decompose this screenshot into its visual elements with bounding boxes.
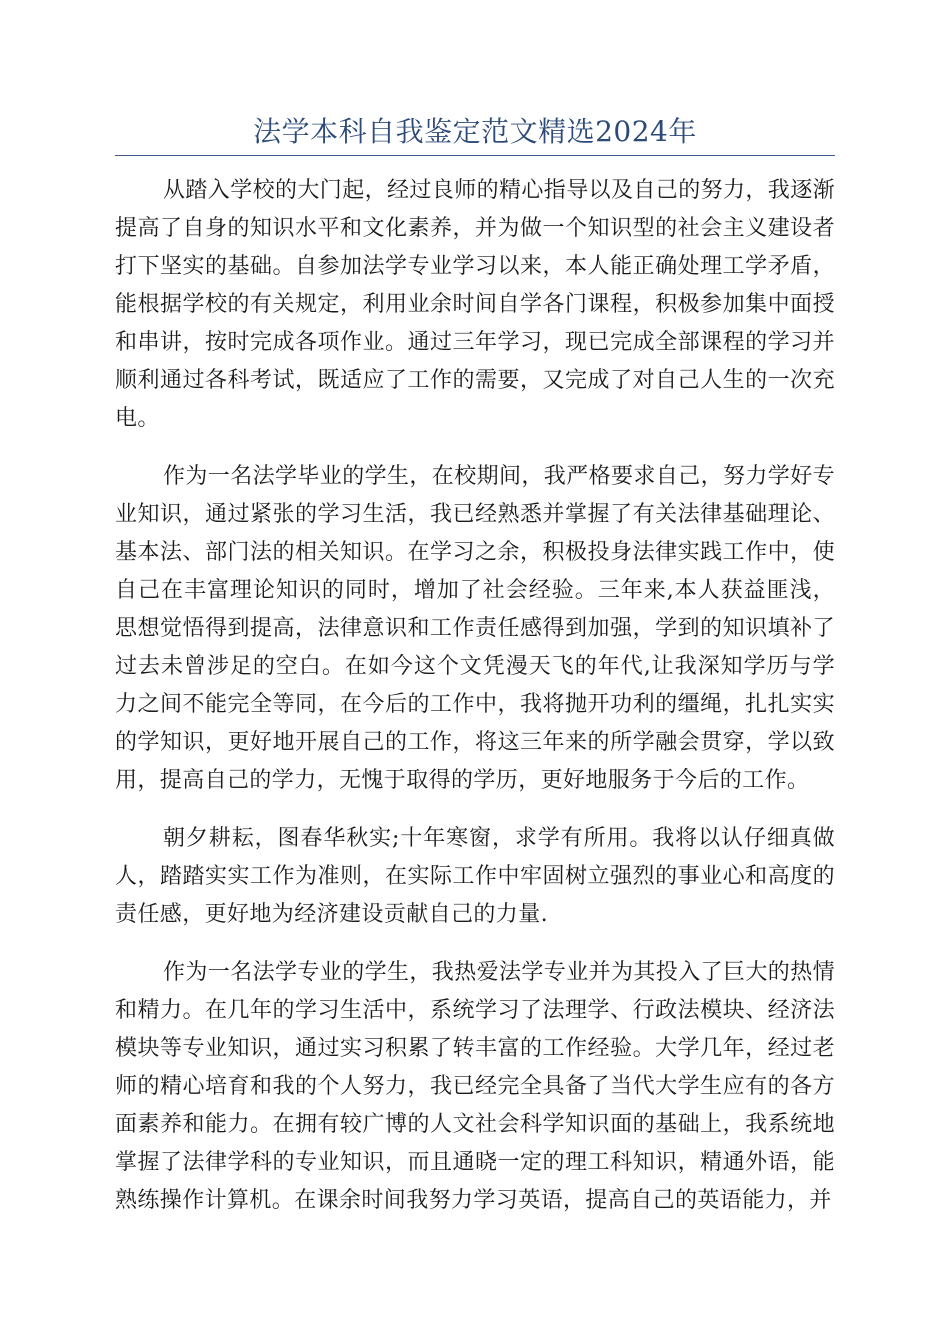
document-title: 法学本科自我鉴定范文精选2024年 [253,115,697,148]
paragraph-1: 从踏入学校的大门起，经过良师的精心指导以及自己的努力，我逐渐提高了自身的知识水平和文化素养，并为做一个知识型的社会主义建设者打下坚实的基础。自参加法学专业学习以来，本人能正确处理工学矛盾，能根据学校的有关规定，利用业余时间自学各门课程，积极参加集中面授和串讲，按时完成各项作业。通过三年学习，现已完成全部课程的学习并顺利通过各科考试，既适应了工作的需要，又完成了对自己人生的一次充电。 [115,178,836,431]
paragraph-3: 朝夕耕耘，图春华秋实;十年寒窗，求学有所用。我将以认仔细真做人，踏踏实实工作为准则，在实际工作中牢固树立强烈的事业心和高度的责任感，更好地为经济建设贡献自己的力量. [115,826,835,927]
title-underline [115,155,835,156]
paragraph-2: 作为一名法学毕业的学生，在校期间，我严格要求自己，努力学好专业知识，通过紧张的学习生活，我已经熟悉并掌握了有关法律基础理论、基本法、部门法的相关知识。在学习之余，积极投身法律实践工作中，使自己在丰富理论知识的同时，增加了社会经验。三年来,本人获益匪浅，思想觉悟得到提高，法律意识和工作责任感得到加强，学到的知识填补了过去未曾涉足的空白。在如今这个文凭漫天飞的年代,让我深知学历与学力之间不能完全等同，在今后的工作中，我将抛开功利的缰绳，扎扎实实的学知识，更好地开展自己的工作，将这三年来的所学融会贯穿，学以致用，提高自己的学力，无愧于取得的学历，更好地服务于今后的工作。 [115,464,836,793]
paragraph-4: 作为一名法学专业的学生，我热爱法学专业并为其投入了巨大的热情和精力。在几年的学习生活中，系统学习了法理学、行政法模块、经济法模块等专业知识，通过实习积累了转丰富的工作经验。大学几年，经过老师的精心培育和我的个人努力，我已经完全具备了当代大学生应有的各方面素养和能力。在拥有较广博的人文社会科学知识面的基础上，我系统地掌握了法律学科的专业知识，而且通晓一定的理工科知识，精通外语，能熟练操作计算机。在课余时间我努力学习英语，提高自己的英语能力，并 [115,960,836,1213]
document-body [115,172,835,1240]
